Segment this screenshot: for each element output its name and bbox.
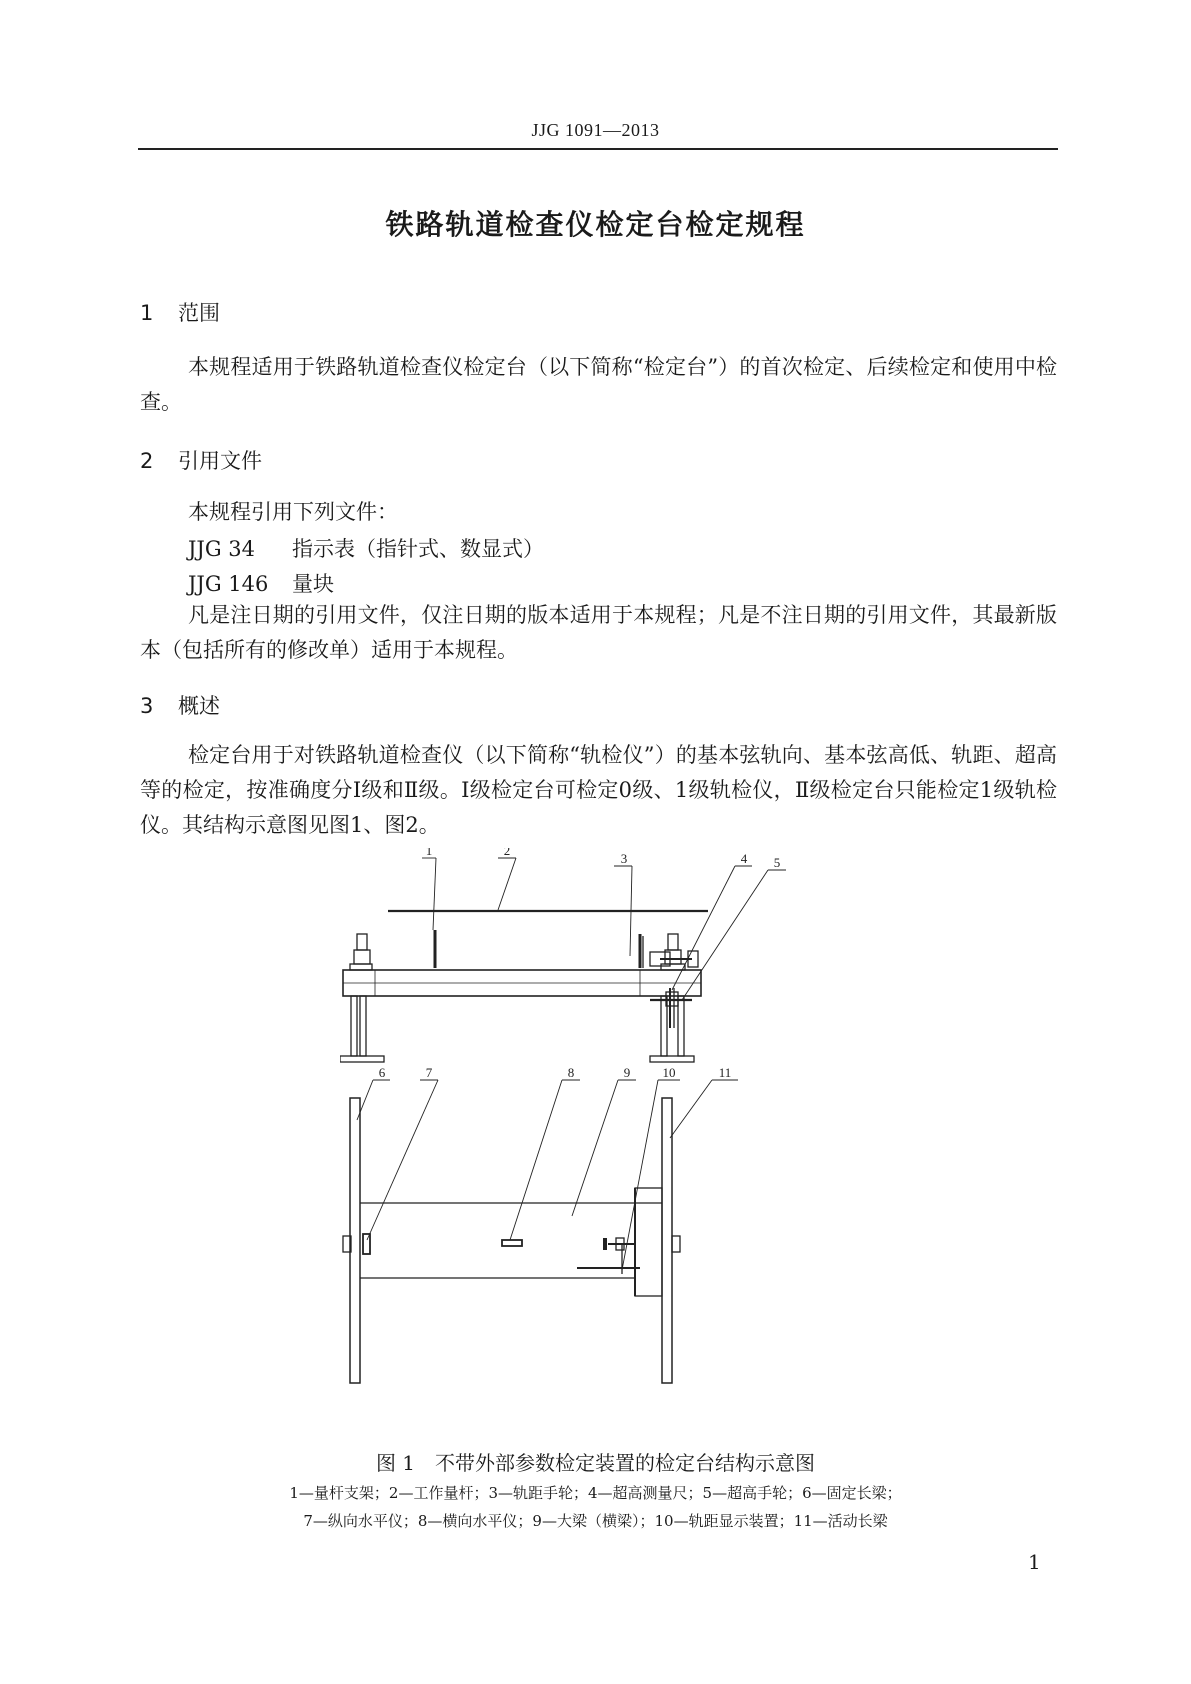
- callout-label: 7: [425, 1065, 433, 1080]
- section-number: 3: [140, 694, 154, 718]
- section-2-paragraph: 凡是注日期的引用文件，仅注日期的版本适用于本规程；凡是不注日期的引用文件，其最新版本（包括所有的修改单）适用于本规程。: [140, 603, 1057, 662]
- reference-item: [188, 568, 334, 598]
- section-3-paragraph: 检定台用于对铁路轨道检查仪（以下简称“轨检仪”）的基本弦轨向、基本弦高低、轨距、超高等的检定，按准确度分Ⅰ级和Ⅱ级。Ⅰ级检定台可检定0级、1级轨检仪，Ⅱ级检定台只能检定1级轨检仪。其结构示意图见图1、图2。: [140, 743, 1057, 837]
- side-view: [340, 911, 708, 1062]
- figure-caption: 图 1 不带外部参数检定装置的检定台结构示意图: [375, 1451, 816, 1475]
- callout-label: 11: [718, 1065, 732, 1080]
- section-1-paragraph: 本规程适用于铁路轨道检查仪检定台（以下简称“检定台”）的首次检定、后续检定和使用中检查。: [140, 355, 1057, 414]
- section-number: 1: [140, 301, 154, 325]
- reference-code: JJG 34: [188, 537, 256, 561]
- section-3-heading: [140, 690, 220, 720]
- callout-label: 2: [503, 848, 511, 858]
- page-number: 1: [1028, 1550, 1041, 1574]
- section-number: 2: [140, 449, 154, 473]
- section-title: 引用文件: [178, 449, 262, 473]
- callout-leaders-top: [422, 858, 786, 1000]
- header-rule: [138, 148, 1058, 150]
- document-title: 铁路轨道检查仪检定台检定规程: [385, 208, 806, 241]
- section-1-heading: [140, 297, 220, 327]
- structure-diagram: [340, 848, 800, 1434]
- section-2-intro: 本规程引用下列文件：: [188, 500, 398, 524]
- reference-item: [188, 533, 544, 563]
- running-header: JJG 1091—2013: [531, 120, 660, 140]
- callout-label: 10: [662, 1065, 676, 1080]
- section-title: 范围: [178, 301, 220, 325]
- callout-label: 4: [740, 851, 748, 866]
- callout-label: 6: [378, 1065, 386, 1080]
- section-2-heading: [140, 445, 262, 475]
- plan-view: [343, 1098, 680, 1383]
- figure-legend-line-1: 1—量杆支架；2—工作量杆；3—轨距手轮；4—超高测量尺；5—超高手轮；6—固定长梁；: [289, 1484, 902, 1502]
- callout-label: 1: [425, 848, 433, 858]
- callout-label: 3: [620, 851, 628, 866]
- section-title: 概述: [178, 694, 220, 718]
- reference-name: 量块: [292, 572, 334, 596]
- reference-name: 指示表（指针式、数显式）: [292, 537, 544, 561]
- figure-legend-line-2: 7—纵向水平仪；8—横向水平仪；9—大梁（横梁）；10—轨距显示装置；11—活动长梁: [303, 1512, 888, 1530]
- callout-label: 9: [623, 1065, 631, 1080]
- reference-code: JJG 146: [188, 572, 269, 596]
- callout-label: 8: [567, 1065, 575, 1080]
- figure-1: [340, 848, 800, 1434]
- callout-leaders-bottom: [357, 1080, 738, 1270]
- callout-label: 5: [773, 855, 781, 870]
